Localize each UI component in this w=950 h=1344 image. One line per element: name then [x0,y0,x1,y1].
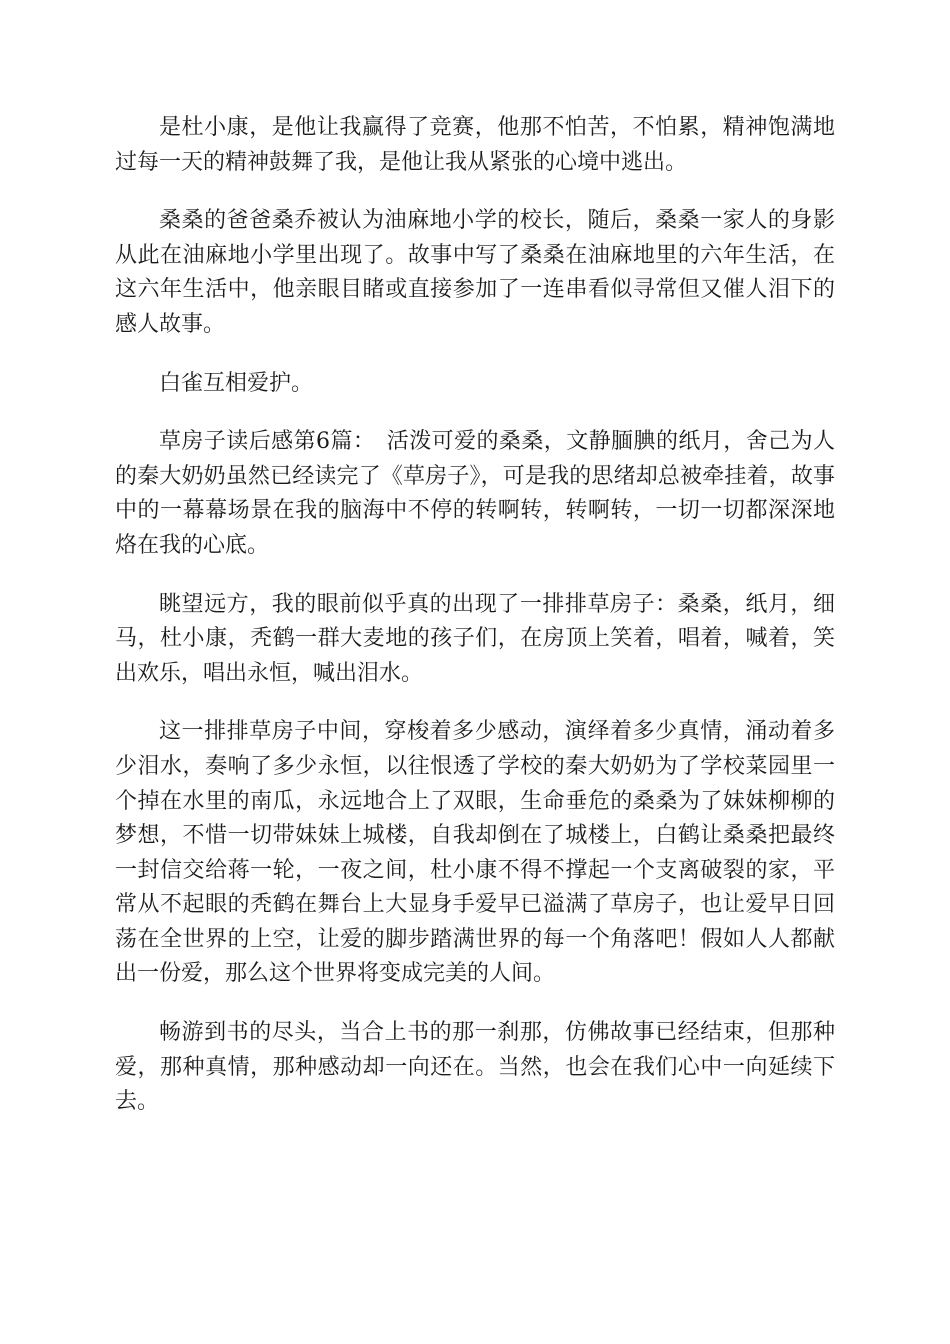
paragraph-7: 畅游到书的尽头，当合上书的那一刹那，仿佛故事已经结束，但那种爱，那种真情，那种感动却一向还在。当然，也会在我们心中一向延续下去。 [115,1020,835,1115]
paragraph-3: 白雀互相爱护。 [159,370,314,396]
document-body [115,111,835,1144]
paragraph-1: 是杜小康，是他让我赢得了竞赛，他那不怕苦，不怕累，精神饱满地过每一天的精神鼓舞了我，是他让我从紧张的心境中逃出。 [115,115,835,175]
paragraph-5: 眺望远方，我的眼前似乎真的出现了一排排草房子：桑桑，纸月，细马，杜小康，秃鹤一群大麦地的孩子们，在房顶上笑着，唱着，喊着，笑出欢乐，唱出永恒，喊出泪水。 [115,591,835,686]
paragraph-4: 草房子读后感第6篇： 活泼可爱的桑桑，文静腼腆的纸月，舍己为人的秦大奶奶虽然已经读完了《草房子》，可是我的思绪却总被牵挂着，故事中的一幕幕场景在我的脑海中不停的转啊转，转啊转，一切一切都深深地烙在我的心底。 [115,429,835,558]
paragraph-6: 这一排排草房子中间，穿梭着多少感动，演绎着多少真情，涌动着多少泪水，奏响了多少永恒，以往恨透了学校的秦大奶奶为了学校菜园里一个掉在水里的南瓜，永远地合上了双眼，生命垂危的桑桑为了妹妹柳柳的梦想，不惜一切带妹妹上城楼，自我却倒在了城楼上，白鹤让桑桑把最终一封信交给蒋一轮，一夜之间，杜小康不得不撑起一个支离破裂的家，平常从不起眼的秃鹤在舞台上大显身手爱早已溢满了草房子，也让爱早日回荡在全世界的上空，让爱的脚步踏满世界的每一个角落吧！假如人人都献出一份爱，那么这个世界将变成完美的人间。 [115,719,835,987]
paragraph-2: 桑桑的爸爸桑乔被认为油麻地小学的校长，随后，桑桑一家人的身影从此在油麻地小学里出现了。故事中写了桑桑在油麻地里的六年生活，在这六年生活中，他亲眼目睹或直接参加了一连串看似寻常但又催人泪下的感人故事。 [115,208,835,337]
